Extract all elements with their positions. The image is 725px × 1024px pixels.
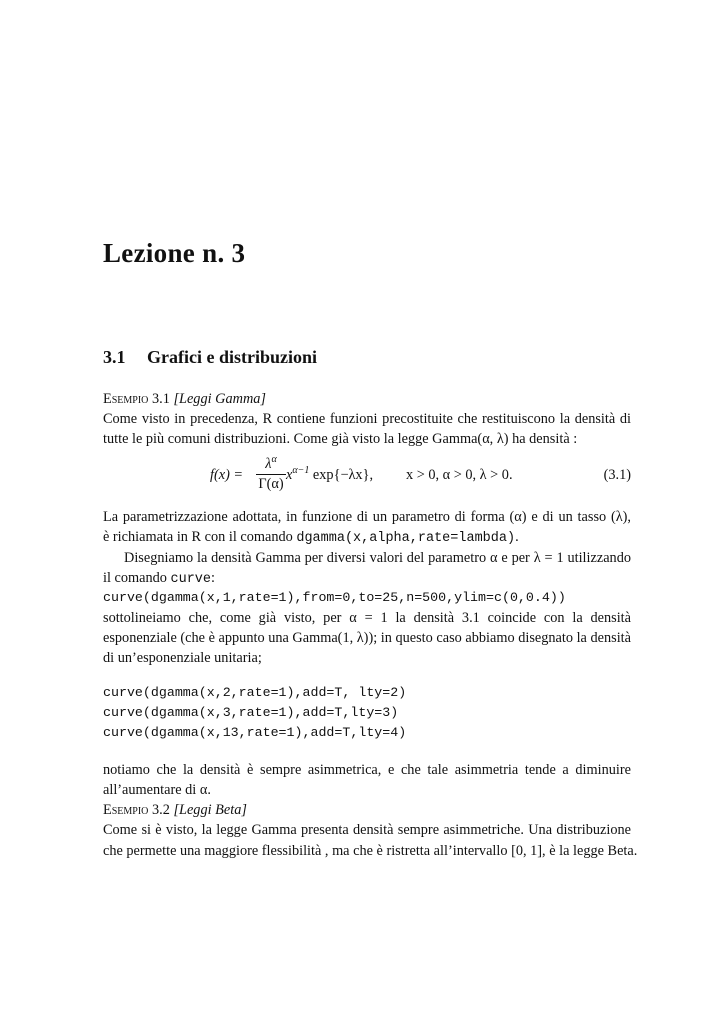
example-2-label: Esempio 3.2 (103, 802, 170, 818)
section-number: 3.1 (103, 347, 126, 367)
inline-code-curve: curve (170, 572, 212, 587)
example-2-header (103, 800, 631, 820)
example-1-line-2: tutte le più comuni distribuzioni. Come già visto la legge Gamma(α, λ) ha densità : (103, 431, 578, 447)
para-1-line-2: è richiamata in R con il comando dgamma(x,alpha,rate=lambda). (103, 529, 519, 546)
para-2-line-1: Disegniamo la densità Gamma per diversi valori del parametro α e per λ = 1 utilizzando (124, 550, 631, 566)
para-2-line-4: sottolineiamo che, come già visto, per α = 1 la densità 3.1 coincide con la densità (103, 610, 631, 626)
para-2-line-5: esponenziale (che è appunto una Gamma(1, λ)); in questo caso abbiamo disegnato la densità (103, 630, 631, 646)
inline-code-dgamma: dgamma(x,alpha,rate=lambda) (296, 531, 516, 546)
code-block-line-2: curve(dgamma(x,3,rate=1),add=T,lty=3) (103, 705, 399, 720)
para-1-line-1: La parametrizzazione adottata, in funzione di un parametro di forma (α) e di un tasso (λ), (103, 509, 631, 525)
para-2-line-6: di un’esponenziale unitaria; (103, 650, 262, 666)
equation-fraction (256, 456, 286, 493)
para-3-line-2: all’aumentare di α. (103, 782, 211, 798)
section-heading (103, 347, 317, 368)
example-1-label: Esempio 3.1 (103, 391, 170, 407)
equation-denominator: Γ(α) (258, 476, 284, 492)
equation-rhs: $x^{\alpha-1}$ exp{−λx}, (286, 465, 374, 483)
equation-conditions: x > 0, α > 0, λ > 0. (406, 467, 513, 483)
para-3-line-1: notiamo che la densità è sempre asimmetrica, e che tale asimmetria tende a diminuire (103, 762, 631, 778)
example-1-subtitle: [Leggi Gamma] (173, 391, 266, 407)
example-2-line-2: che permette una maggiore flessibilità , ma che è ristretta all’intervallo [0, 1], è la legge Beta. (103, 843, 638, 859)
code-line-curve-1: curve(dgamma(x,1,rate=1),from=0,to=25,n=500,ylim=c(0,0.4)) (103, 590, 566, 605)
example-1-line-1: Come visto in precedenza, R contiene funzioni precostituite che restituiscono la densità di (103, 411, 631, 427)
equation-numerator: $\lambda^\alpha$ (265, 454, 277, 472)
code-block-line-1: curve(dgamma(x,2,rate=1),add=T, lty=2) (103, 685, 407, 700)
example-2-subtitle: [Leggi Beta] (173, 802, 247, 818)
equation-lhs: f(x) = (210, 467, 244, 483)
fraction-bar (256, 474, 286, 475)
code-block-line-3: curve(dgamma(x,13,rate=1),add=T,lty=4) (103, 725, 407, 740)
example-1-header (103, 389, 631, 409)
section-title: Grafici e distribuzioni (147, 347, 317, 367)
chapter-title: Lezione n. 3 (103, 238, 246, 268)
para-2-line-2: il comando curve: (103, 570, 215, 587)
equation-number: (3.1) (603, 467, 631, 483)
equation-3-1 (103, 452, 631, 498)
example-2-line-1: Come si è visto, la legge Gamma presenta densità sempre asimmetriche. Una distribuzione (103, 822, 631, 838)
